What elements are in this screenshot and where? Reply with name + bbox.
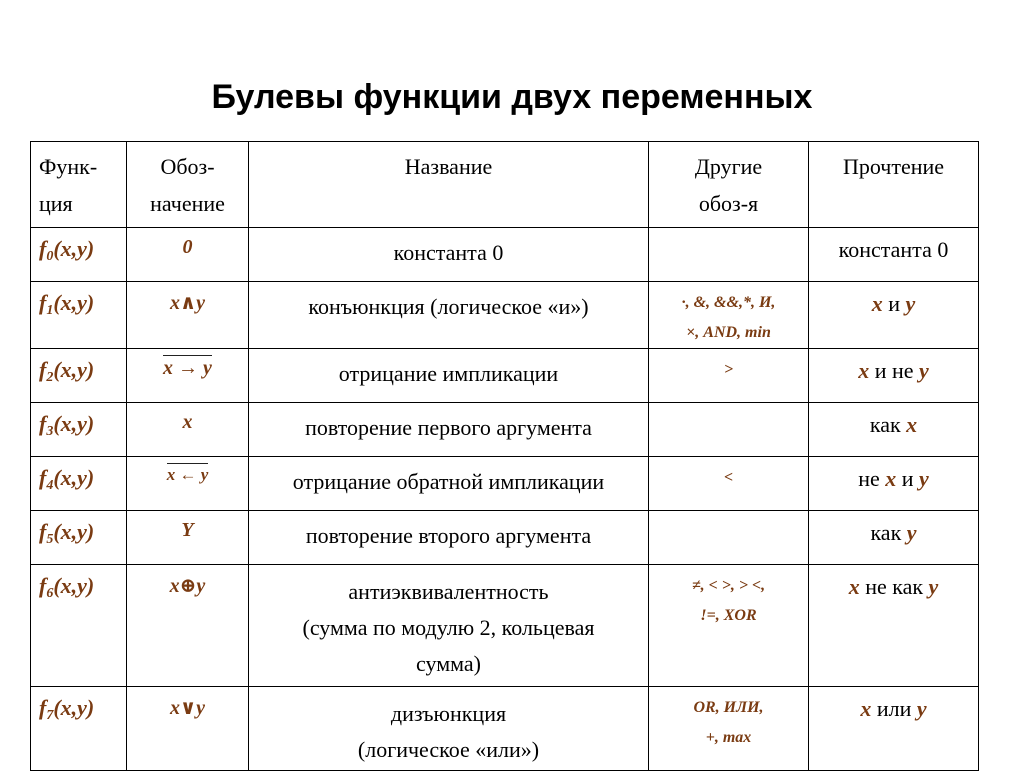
name-cell: константа 0 — [249, 228, 649, 282]
name-cell: отрицание импликации — [249, 349, 649, 403]
table-row — [31, 228, 979, 282]
function-cell: $f_6(x,y)$ — [31, 565, 127, 687]
reading-cell: не x и y — [809, 457, 979, 511]
header-other: Другие обоз-я — [649, 142, 809, 228]
header-function: Функ- ция — [31, 142, 127, 228]
table-row — [31, 687, 979, 771]
function-cell: $f_4(x,y)$ — [31, 457, 127, 511]
other-cell: OR, ИЛИ, +, max — [649, 687, 809, 771]
reading-cell: x и y — [809, 282, 979, 349]
name-cell: дизъюнкция (логическое «или») — [249, 687, 649, 771]
function-cell: $f_7(x,y)$ — [31, 687, 127, 771]
designation-cell — [127, 349, 249, 403]
table-row — [31, 457, 979, 511]
name-cell: конъюнкция (логическое «и») — [249, 282, 649, 349]
header-reading: Прочтение — [809, 142, 979, 228]
page-title: Булевы функции двух переменных — [211, 78, 813, 116]
other-cell: ≠, < >, > <, !=, XOR — [649, 565, 809, 687]
name-cell: антиэквивалентность (сумма по модулю 2, кольцевая сумма) — [249, 565, 649, 687]
table-row — [31, 349, 979, 403]
table-row — [31, 565, 979, 687]
reading-cell: как y — [809, 511, 979, 565]
name-cell: отрицание обратной импликации — [249, 457, 649, 511]
function-cell: $f_5(x,y)$ — [31, 511, 127, 565]
designation-cell: x∧y — [127, 282, 249, 349]
other-cell — [649, 228, 809, 282]
overline-designation: x → y — [163, 357, 212, 379]
table-row — [31, 511, 979, 565]
other-cell: ·, &, &&,*, И, ×, AND, min — [649, 282, 809, 349]
reading-cell: x не как y — [809, 565, 979, 687]
function-cell: $f_0(x,y)$ — [31, 228, 127, 282]
designation-cell: Y — [127, 511, 249, 565]
table-row — [31, 403, 979, 457]
function-cell: $f_1(x,y)$ — [31, 282, 127, 349]
reading-cell: x и не y — [809, 349, 979, 403]
function-cell: $f_3(x,y)$ — [31, 403, 127, 457]
name-cell: повторение первого аргумента — [249, 403, 649, 457]
reading-cell: как x — [809, 403, 979, 457]
other-cell — [649, 511, 809, 565]
function-cell: $f_2(x,y)$ — [31, 349, 127, 403]
other-cell: > — [649, 349, 809, 403]
designation-cell: x⊕y — [127, 565, 249, 687]
designation-cell: x∨y — [127, 687, 249, 771]
other-cell — [649, 403, 809, 457]
reading-cell: константа 0 — [809, 228, 979, 282]
header-designation: Обоз- начение — [127, 142, 249, 228]
other-cell: < — [649, 457, 809, 511]
designation-cell: 0 — [127, 228, 249, 282]
reading-cell: x или y — [809, 687, 979, 771]
designation-cell: x — [127, 403, 249, 457]
designation-cell — [127, 457, 249, 511]
table-row — [31, 282, 979, 349]
header-row — [31, 142, 979, 228]
overline-designation: x ← y — [166, 465, 209, 484]
boolean-functions-table — [30, 141, 979, 771]
header-name: Название — [249, 142, 649, 228]
name-cell: повторение второго аргумента — [249, 511, 649, 565]
